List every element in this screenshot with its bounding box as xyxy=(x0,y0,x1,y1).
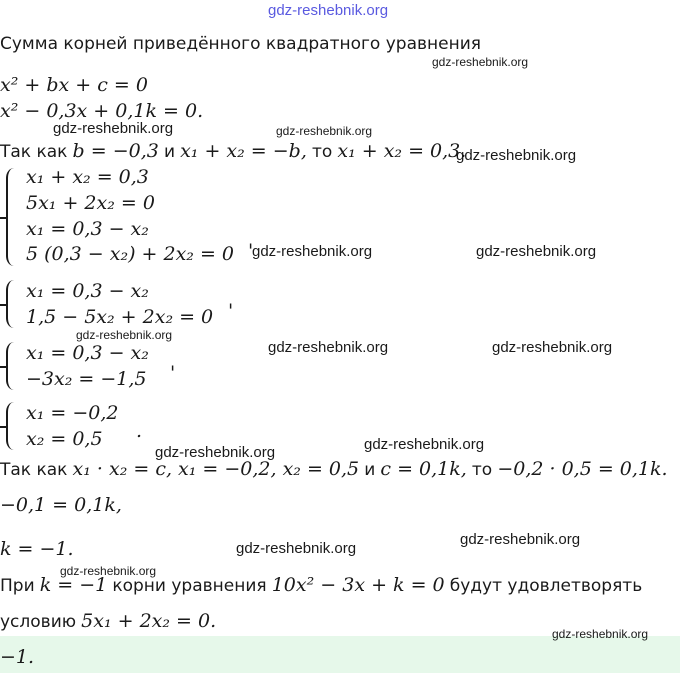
system-4-line: x₂ = 0,5 xyxy=(26,428,103,450)
paragraph-4 xyxy=(0,610,216,632)
system-2-line: 1,5 − 5x₂ + 2x₂ = 0 xyxy=(26,306,214,328)
watermark: gdz-reshebnik.org xyxy=(364,436,485,453)
system-1-line: x₁ = 0,3 − x₂ xyxy=(26,218,149,240)
p3-math: 10x² − 3x + k = 0 xyxy=(271,574,445,596)
p1-math: x₁ + x₂ = 0,3. xyxy=(337,140,467,162)
paragraph-2 xyxy=(0,458,668,480)
equation-general: x² + bx + c = 0 xyxy=(0,74,148,96)
equation-line: k = −1. xyxy=(0,538,74,560)
system-2-line: x₁ = 0,3 − x₂ xyxy=(26,280,149,302)
system-2-tail: ' xyxy=(228,300,234,322)
system-1-line: 5 (0,3 − x₂) + 2x₂ = 0 xyxy=(26,243,235,265)
system-1-tail: ' xyxy=(248,240,254,262)
watermark: gdz-reshebnik.org xyxy=(268,339,389,356)
p1-math: b = −0,3 xyxy=(72,140,159,162)
watermark: gdz-reshebnik.org xyxy=(60,564,157,578)
system-4-line: x₁ = −0,2 xyxy=(26,402,119,424)
p2-text: то xyxy=(471,460,493,480)
p2-math: c = 0,1k, xyxy=(380,458,467,480)
system-3-line: x₁ = 0,3 − x₂ xyxy=(26,342,149,364)
watermark: gdz-reshebnik.org xyxy=(460,531,581,548)
p2-math: −0,2 · 0,5 = 0,1k. xyxy=(497,458,668,480)
system-4-tail: . xyxy=(136,420,143,442)
p2-math: x₁ · x₂ = c, x₁ = −0,2, x₂ = 0,5 xyxy=(72,458,360,480)
p3-text: корни уравнения xyxy=(112,576,267,596)
watermark: gdz-reshebnik.org xyxy=(76,328,173,342)
watermark: gdz-reshebnik.org xyxy=(236,540,357,557)
p3-math: k = −1 xyxy=(39,574,108,596)
watermark-top: gdz-reshebnik.org xyxy=(268,2,389,19)
watermark: gdz-reshebnik.org xyxy=(432,55,529,69)
p2-text: и xyxy=(364,460,376,480)
paragraph-1 xyxy=(0,140,466,162)
system-1-line: 5x₁ + 2x₂ = 0 xyxy=(26,192,155,214)
p2-text: Так как xyxy=(0,460,68,480)
watermark: gdz-reshebnik.org xyxy=(492,339,613,356)
watermark: gdz-reshebnik.org xyxy=(456,147,577,164)
system-brace xyxy=(6,342,18,390)
system-brace xyxy=(6,168,18,266)
p4-math: 5x₁ + 2x₂ = 0. xyxy=(81,610,217,632)
intro-text: Сумма корней приведённого квадратного уравнения xyxy=(0,34,481,54)
watermark: gdz-reshebnik.org xyxy=(53,120,174,137)
system-brace xyxy=(6,280,18,328)
system-brace xyxy=(6,402,18,450)
paragraph-3 xyxy=(0,574,642,596)
watermark: gdz-reshebnik.org xyxy=(252,243,373,260)
watermark: gdz-reshebnik.org xyxy=(552,627,649,641)
p4-text: условию xyxy=(0,612,77,632)
system-3-tail: ' xyxy=(170,362,176,384)
p3-text: При xyxy=(0,576,35,596)
system-3-line: −3x₂ = −1,5 xyxy=(26,368,147,390)
watermark: gdz-reshebnik.org xyxy=(276,124,373,138)
p1-text: то xyxy=(311,142,333,162)
answer-text: −1. xyxy=(0,646,35,668)
p1-text: Так как xyxy=(0,142,68,162)
system-1-line: x₁ + x₂ = 0,3 xyxy=(26,166,149,188)
equation-line: −0,1 = 0,1k, xyxy=(0,494,122,516)
p1-text: и xyxy=(163,142,175,162)
answer-box xyxy=(0,636,680,673)
equation-given: x² − 0,3x + 0,1k = 0. xyxy=(0,100,204,122)
watermark: gdz-reshebnik.org xyxy=(155,444,276,461)
watermark: gdz-reshebnik.org xyxy=(476,243,597,260)
p1-math: x₁ + x₂ = −b, xyxy=(180,140,307,162)
p3-text: будут удовлетворять xyxy=(449,576,643,596)
